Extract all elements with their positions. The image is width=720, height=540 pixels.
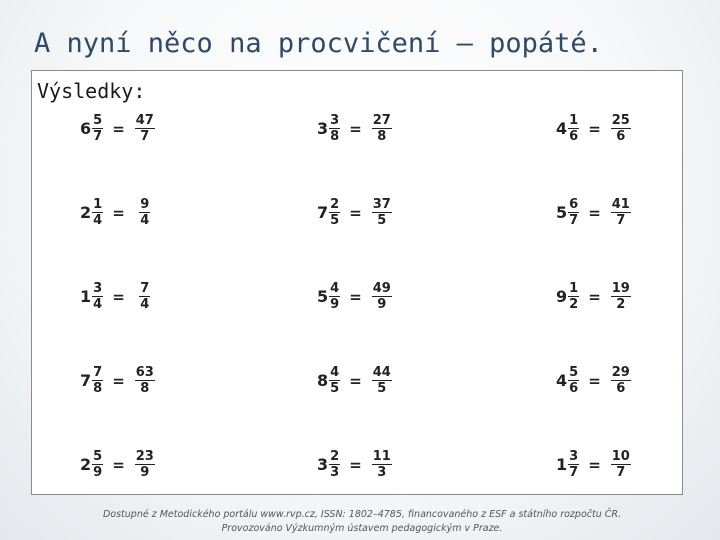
whole-part: 9 xyxy=(556,287,568,306)
equals-sign: = xyxy=(588,455,601,474)
result-numerator: 9 xyxy=(140,197,150,212)
fraction xyxy=(329,281,340,312)
fraction xyxy=(568,197,579,228)
denominator: 9 xyxy=(93,465,103,480)
denominator: 4 xyxy=(93,297,103,312)
result-fraction xyxy=(134,449,156,480)
fraction xyxy=(568,281,579,312)
fraction xyxy=(92,281,103,312)
whole-part: 5 xyxy=(317,287,329,306)
slide-title: A nyní něco na procvičení – popáté. xyxy=(34,28,603,59)
result-numerator: 7 xyxy=(140,281,150,296)
equals-sign: = xyxy=(112,287,125,306)
fraction xyxy=(329,197,340,228)
denominator: 5 xyxy=(330,381,340,396)
result-fraction xyxy=(371,113,393,144)
result-denominator: 7 xyxy=(616,465,626,480)
result-fraction xyxy=(610,449,632,480)
denominator: 2 xyxy=(569,297,579,312)
result-numerator: 47 xyxy=(135,113,154,128)
result-numerator: 44 xyxy=(372,365,391,380)
result-denominator: 9 xyxy=(140,465,150,480)
numerator: 5 xyxy=(569,365,579,380)
result-denominator: 4 xyxy=(140,297,150,312)
footer-line-1: Dostupné z Metodického portálu www.rvp.cz, ISSN: 1802–4785, financovaného z ESF a státního rozpočtu ČR. xyxy=(102,509,622,520)
whole-part: 4 xyxy=(556,371,568,390)
result-fraction xyxy=(610,365,632,396)
result-fraction xyxy=(371,365,393,396)
fraction xyxy=(568,365,579,396)
fraction xyxy=(92,449,103,480)
result-denominator: 4 xyxy=(140,213,150,228)
equals-sign: = xyxy=(112,455,125,474)
result-denominator: 2 xyxy=(616,297,626,312)
result-denominator: 9 xyxy=(377,297,387,312)
fraction xyxy=(92,113,103,144)
whole-part: 7 xyxy=(80,371,92,390)
equals-sign: = xyxy=(588,119,601,138)
numerator: 1 xyxy=(93,197,103,212)
denominator: 9 xyxy=(330,297,340,312)
result-numerator: 49 xyxy=(372,281,391,296)
mixed-number-equation xyxy=(317,365,393,396)
whole-part: 6 xyxy=(80,119,92,138)
mixed-number-equation xyxy=(556,449,632,480)
equals-sign: = xyxy=(349,371,362,390)
result-numerator: 27 xyxy=(372,113,391,128)
equals-sign: = xyxy=(112,203,125,222)
footer-line-2: Provozováno Výzkumným ústavem pedagogickým v Praze. xyxy=(221,523,503,534)
whole-part: 3 xyxy=(317,119,329,138)
result-numerator: 11 xyxy=(372,449,391,464)
equals-sign: = xyxy=(349,203,362,222)
results-heading: Výsledky: xyxy=(37,79,146,103)
denominator: 8 xyxy=(330,129,340,144)
result-numerator: 63 xyxy=(135,365,154,380)
equals-sign: = xyxy=(112,119,125,138)
denominator: 6 xyxy=(569,381,579,396)
numerator: 5 xyxy=(93,113,103,128)
whole-part: 2 xyxy=(80,455,92,474)
result-denominator: 5 xyxy=(377,381,387,396)
numerator: 3 xyxy=(569,449,579,464)
numerator: 4 xyxy=(330,281,340,296)
result-fraction xyxy=(134,197,156,228)
fraction xyxy=(329,113,340,144)
mixed-number-equation xyxy=(556,113,632,144)
numerator: 6 xyxy=(569,197,579,212)
denominator: 4 xyxy=(93,213,103,228)
mixed-number-equation xyxy=(556,365,632,396)
result-fraction xyxy=(134,365,156,396)
result-fraction xyxy=(610,281,632,312)
whole-part: 2 xyxy=(80,203,92,222)
mixed-number-equation xyxy=(80,281,156,312)
numerator: 4 xyxy=(330,365,340,380)
fraction xyxy=(568,113,579,144)
result-fraction xyxy=(134,281,156,312)
whole-part: 3 xyxy=(317,455,329,474)
denominator: 8 xyxy=(93,381,103,396)
mixed-number-equation xyxy=(80,197,156,228)
mixed-number-equation xyxy=(80,449,156,480)
numerator: 5 xyxy=(93,449,103,464)
denominator: 6 xyxy=(569,129,579,144)
result-fraction xyxy=(610,113,632,144)
fraction xyxy=(329,449,340,480)
numerator: 2 xyxy=(330,449,340,464)
result-denominator: 5 xyxy=(377,213,387,228)
denominator: 7 xyxy=(93,129,103,144)
fraction xyxy=(568,449,579,480)
equals-sign: = xyxy=(349,455,362,474)
mixed-number-equation xyxy=(317,113,393,144)
results-panel xyxy=(31,70,683,495)
whole-part: 1 xyxy=(556,455,568,474)
result-numerator: 37 xyxy=(372,197,391,212)
result-denominator: 8 xyxy=(377,129,387,144)
equals-sign: = xyxy=(588,371,601,390)
mixed-number-equation xyxy=(556,197,632,228)
numerator: 7 xyxy=(93,365,103,380)
fraction xyxy=(92,197,103,228)
equals-sign: = xyxy=(349,287,362,306)
mixed-number-equation xyxy=(317,197,393,228)
result-numerator: 23 xyxy=(135,449,154,464)
mixed-number-equation xyxy=(317,449,393,480)
whole-part: 8 xyxy=(317,371,329,390)
result-denominator: 6 xyxy=(616,381,626,396)
numerator: 3 xyxy=(330,113,340,128)
whole-part: 4 xyxy=(556,119,568,138)
result-numerator: 19 xyxy=(611,281,630,296)
result-numerator: 25 xyxy=(611,113,630,128)
result-fraction xyxy=(371,449,393,480)
numerator: 1 xyxy=(569,113,579,128)
result-fraction xyxy=(371,197,393,228)
footer-credit xyxy=(0,508,720,536)
numerator: 2 xyxy=(330,197,340,212)
mixed-number-equation xyxy=(556,281,632,312)
denominator: 7 xyxy=(569,213,579,228)
result-numerator: 41 xyxy=(611,197,630,212)
result-numerator: 29 xyxy=(611,365,630,380)
result-denominator: 7 xyxy=(140,129,150,144)
whole-part: 7 xyxy=(317,203,329,222)
equals-sign: = xyxy=(588,203,601,222)
mixed-number-equation xyxy=(80,365,156,396)
numerator: 3 xyxy=(93,281,103,296)
denominator: 7 xyxy=(569,465,579,480)
result-fraction xyxy=(371,281,393,312)
denominator: 3 xyxy=(330,465,340,480)
result-denominator: 8 xyxy=(140,381,150,396)
whole-part: 5 xyxy=(556,203,568,222)
whole-part: 1 xyxy=(80,287,92,306)
result-denominator: 7 xyxy=(616,213,626,228)
result-fraction xyxy=(134,113,156,144)
equals-sign: = xyxy=(112,371,125,390)
result-denominator: 3 xyxy=(377,465,387,480)
fraction xyxy=(329,365,340,396)
mixed-number-equation xyxy=(317,281,393,312)
equals-sign: = xyxy=(588,287,601,306)
numerator: 1 xyxy=(569,281,579,296)
fraction xyxy=(92,365,103,396)
result-fraction xyxy=(610,197,632,228)
denominator: 5 xyxy=(330,213,340,228)
equals-sign: = xyxy=(349,119,362,138)
result-numerator: 10 xyxy=(611,449,630,464)
result-denominator: 6 xyxy=(616,129,626,144)
mixed-number-equation xyxy=(80,113,156,144)
